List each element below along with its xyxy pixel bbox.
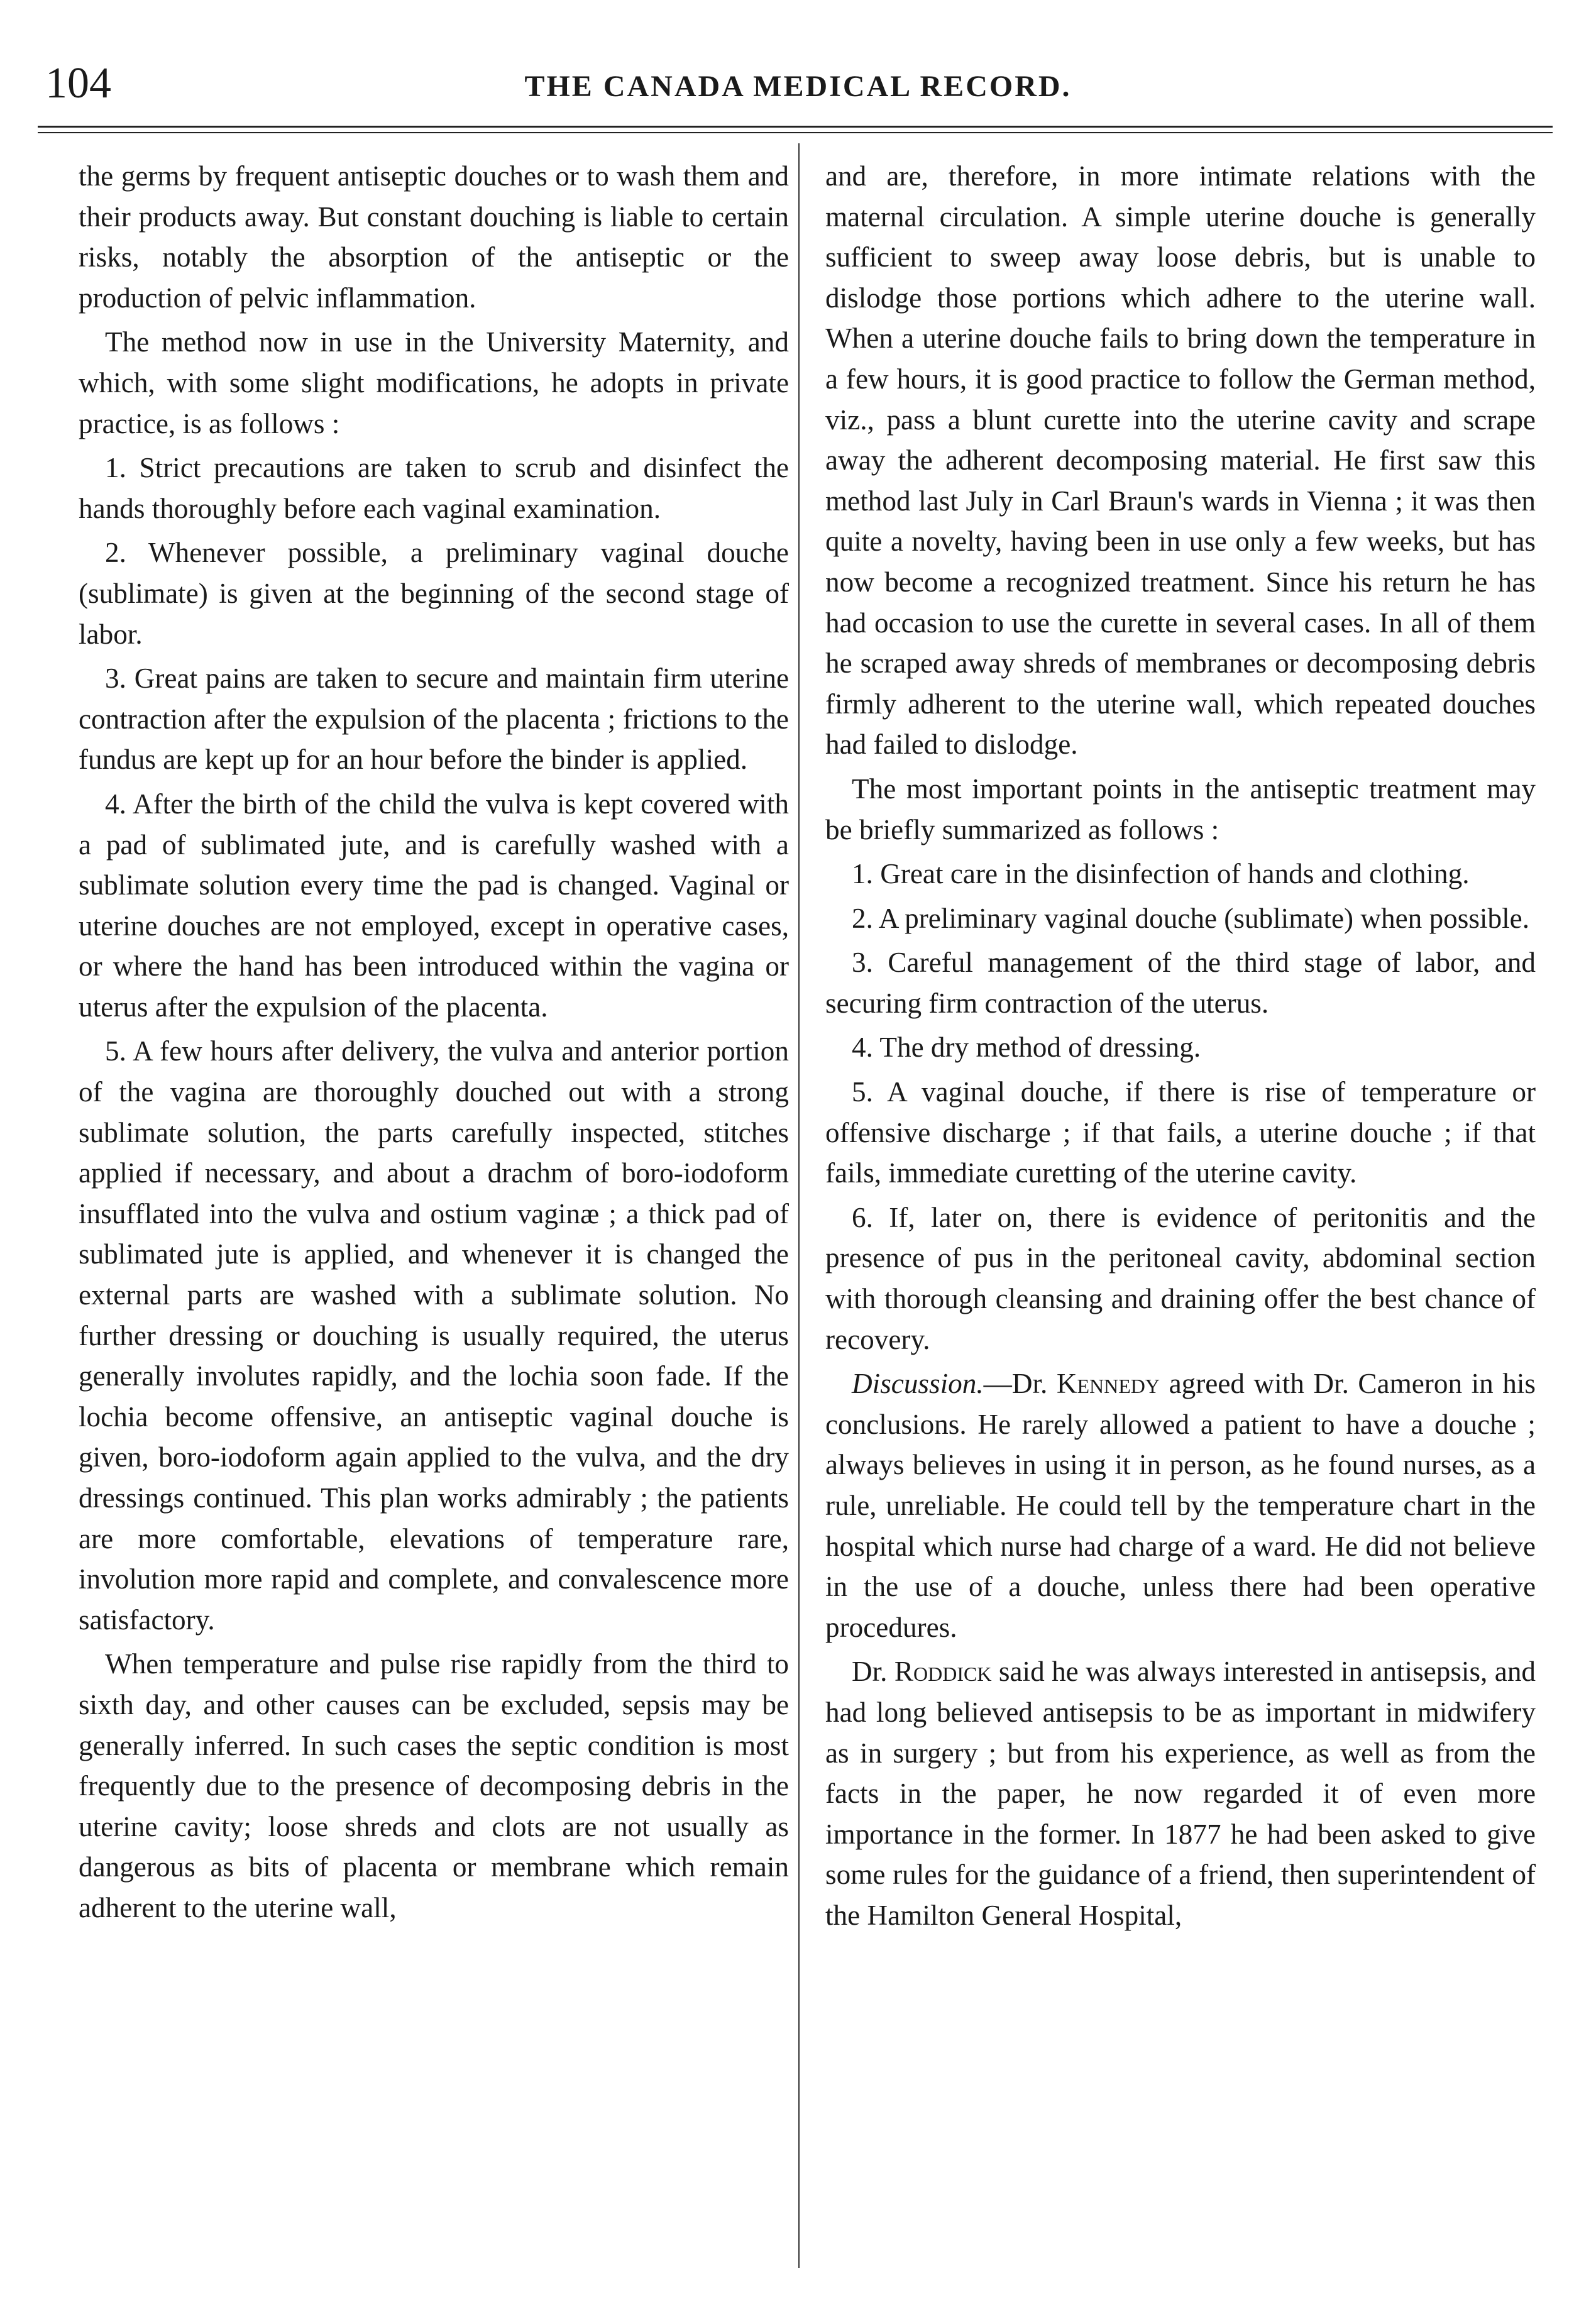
speaker-name: Kennedy (1056, 1368, 1160, 1400)
discussion-paragraph (825, 1651, 1536, 1935)
list-item: 2. A preliminary vaginal douche (sublimate) when possible. (852, 902, 1529, 934)
discussion-label: Discussion. (852, 1368, 984, 1400)
page-header (45, 55, 1551, 112)
paragraph: When temperature and pulse rise rapidly from the third to sixth day, and other causes can be excluded, sepsis may be generally inferred. In such cases the septic condition is most frequently due to the presence of decomposing debris in the uterine cavity; loose shreds and clots are not usually as dangerous as bits of placenta or membrane which remain adherent to the uterine wall, (79, 1648, 789, 1923)
discussion-dash: —Dr. (983, 1368, 1057, 1400)
paragraph: The method now in use in the University Maternity, and which, with some slight modifications, he adopts in private practice, is as follows : (79, 326, 789, 439)
list-item: 5. A few hours after delivery, the vulva and anterior portion of the vagina are thoroughly douched out with a strong sublimate solution, the parts carefully inspected, stitches applied if necessary, and about a drachm of boro-iodoform insufflated into the vulva and ostium vaginæ ; a thick pad of sublimated jute is applied, and whenever it is changed the external parts are washed with a sublimate solution. No further dressing or douching is usually required, the uterus generally involutes rapidly, and the lochia soon fade. If the lochia become offensive, an antiseptic vaginal douche is given, boro-iodoform again applied to the vulva, and the dry dressings continued. This plan works admirably ; the patients are more comfortable, elevations of temperature rare, involution more rapid and complete, and convalescence more satisfactory. (79, 1035, 789, 1636)
speaker-name: Roddick (894, 1656, 992, 1688)
running-title: THE CANADA MEDICAL RECORD. (524, 70, 1072, 103)
column-divider (798, 143, 800, 2268)
list-item: 5. A vaginal douche, if there is rise of temperature or offensive discharge ; if that fails, a uterine douche ; if that fails, immediate curetting of the uterine cavity. (825, 1076, 1536, 1189)
list-item: 1. Great care in the disinfection of hands and clothing. (852, 858, 1470, 890)
page-number: 104 (45, 59, 111, 107)
discussion-text: agreed with Dr. Cameron in his conclusions. He rarely allowed a patient to have a douche ; always believes in using it in person, as he found nurses, as a rule, unreliable. He could tell by the temperature chart in the hospital which nurse had charge of a ward. He did not believe in the use of a douche, unless there had been operative procedures. (825, 1368, 1536, 1643)
header-rule-top (38, 126, 1553, 128)
header-rule-bottom (38, 132, 1553, 133)
paragraph: The most important points in the antiseptic treatment may be briefly summarized as follows : (825, 773, 1536, 845)
paragraph: and are, therefore, in more intimate relations with the maternal circulation. A simple uterine douche is generally sufficient to sweep away loose debris, but is unable to dislodge those portions which adhere to the uterine wall. When a uterine douche fails to bring down the temperature in a few hours, it is good practice to follow the German method, viz., pass a blunt curette into the uterine cavity and scrape away the adherent decomposing material. He first saw this method last July in Carl Braun's wards in Vienna ; it was then quite a novelty, having been in use only a few weeks, but has now become a recognized treatment. Since his return he has had occasion to use the curette in several cases. In all of them he scraped away shreds of membranes or decomposing debris firmly adherent to the uterine wall, which repeated douches had failed to dislodge. (825, 160, 1536, 761)
list-item: 6. If, later on, there is evidence of peritonitis and the presence of pus in the peritoneal cavity, abdominal section with thorough cleansing and draining offer the best chance of recovery. (825, 1201, 1536, 1355)
discussion-paragraph (825, 1363, 1536, 1648)
left-column (79, 156, 789, 1932)
list-item: 2. Whenever possible, a preliminary vaginal douche (sublimate) is given at the beginning of the second stage of labor. (79, 537, 789, 650)
list-item: 3. Great pains are taken to secure and maintain firm uterine contraction after the expulsion of the placenta ; frictions to the fundus are kept up for an hour before the binder is applied. (79, 663, 789, 776)
speaker-prefix: Dr. (852, 1656, 894, 1688)
paragraph: the germs by frequent antiseptic douches or to wash them and their products away. But constant douching is liable to certain risks, notably the absorption of the antiseptic or the production of pelvic inflammation. (79, 160, 789, 314)
list-item: 1. Strict precautions are taken to scrub and disinfect the hands thoroughly before each vaginal examination. (79, 452, 789, 524)
list-item: 4. The dry method of dressing. (852, 1032, 1201, 1064)
list-item: 3. Careful management of the third stage of labor, and securing firm contraction of the uterus. (825, 947, 1536, 1019)
right-column (825, 156, 1536, 1940)
list-item: 4. After the birth of the child the vulva is kept covered with a pad of sublimated jute, and is carefully washed with a sublimate solution every time the pad is changed. Vaginal or uterine douches are not employed, except in operative cases, or where the hand has been introduced within the vagina or uterus after the expulsion of the placenta. (79, 788, 789, 1023)
discussion-text: said he was always interested in antisepsis, and had long believed antisepsis to be as important in midwifery as in surgery ; but from his experience, as well as from the facts in the paper, he now regarded it of even more importance in the former. In 1877 he had been asked to give some rules for the guidance of a friend, then superintendent of the Hamilton General Hospital, (825, 1656, 1536, 1931)
